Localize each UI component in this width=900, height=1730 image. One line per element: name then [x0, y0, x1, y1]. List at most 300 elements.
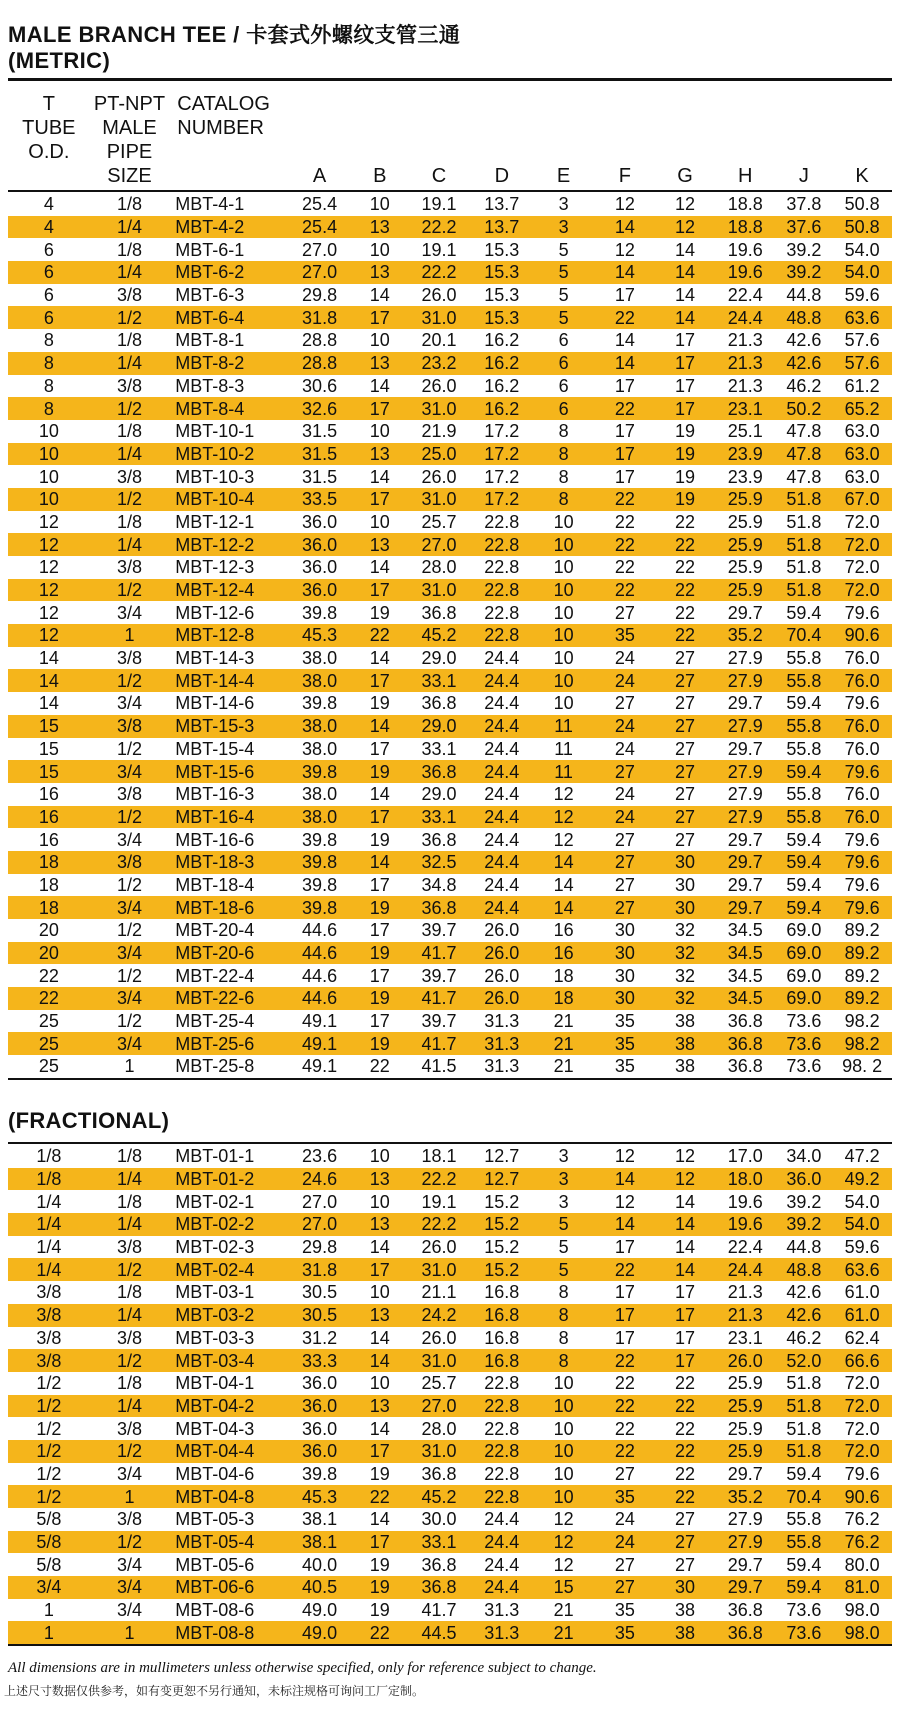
- cell-d: 24.4: [471, 896, 533, 919]
- cell-g: 14: [655, 1258, 715, 1281]
- cell-a: 49.1: [302, 1011, 338, 1032]
- cell-b: 14: [369, 1237, 390, 1258]
- cell-c: 29.0: [407, 715, 471, 738]
- cell-a: 36.0: [287, 1395, 353, 1418]
- cell-h: 22.4: [727, 1237, 763, 1258]
- table-row: [8, 216, 892, 239]
- cell-f: 17: [594, 443, 655, 466]
- cell-j: 47.8: [776, 443, 833, 466]
- cell-j: 44.8: [786, 285, 822, 306]
- footnote-en: All dimensions are in mullimeters unless otherwise specified, only for reference subject to change.: [8, 1660, 597, 1676]
- cell-e: 18: [553, 965, 574, 986]
- cell-e: 8: [533, 1349, 595, 1372]
- cell-j: 59.4: [776, 851, 833, 874]
- cell-k: 89.2: [832, 942, 892, 965]
- cell-g: 30: [655, 851, 715, 874]
- cell-a: 38.0: [302, 738, 338, 759]
- cell-d: 22.8: [484, 1418, 520, 1439]
- cell-pipe-size: 3/8: [116, 1509, 142, 1530]
- cell-g: 22: [655, 533, 715, 556]
- page-title: [8, 22, 892, 48]
- cell-b: 10: [369, 239, 390, 260]
- cell-e: 10: [553, 511, 574, 532]
- cell-tube-od: 12: [8, 533, 90, 556]
- cell-c: 19.1: [421, 239, 457, 260]
- cell-a: 49.0: [302, 1600, 338, 1621]
- cell-f: 17: [614, 1282, 635, 1303]
- cell-d: 16.8: [484, 1282, 520, 1303]
- cell-pipe-size: 1/2: [90, 306, 170, 329]
- cell-d: 24.4: [471, 715, 533, 738]
- cell-h: 24.4: [715, 306, 776, 329]
- cell-h: 29.7: [727, 874, 763, 895]
- cell-catalog-number: MBT-03-3: [175, 1327, 255, 1348]
- cell-pipe-size: 1/8: [116, 330, 142, 351]
- cell-tube-od: 8: [43, 375, 54, 396]
- cell-b: 19: [353, 942, 407, 965]
- cell-h: 18.0: [715, 1168, 776, 1191]
- cell-f: 14: [594, 352, 655, 375]
- cell-tube-od: 12: [38, 602, 59, 623]
- cell-b: 14: [369, 1327, 390, 1348]
- cell-pipe-size: 1/2: [116, 920, 142, 941]
- cell-j: 70.4: [776, 1485, 833, 1508]
- cell-k: 89.2: [844, 965, 880, 986]
- cell-c: 36.8: [421, 1554, 457, 1575]
- cell-e: 5: [558, 285, 569, 306]
- cell-a: 38.0: [287, 715, 353, 738]
- cell-c: 26.0: [421, 1237, 457, 1258]
- cell-e: 10: [533, 669, 595, 692]
- cell-h: 23.9: [727, 466, 763, 487]
- cell-e: 5: [533, 261, 595, 284]
- cell-pipe-size: 3/8: [116, 1237, 142, 1258]
- cell-h: 36.8: [715, 1032, 776, 1055]
- cell-c: 25.7: [421, 511, 457, 532]
- cell-f: 14: [594, 216, 655, 239]
- cell-catalog-number: MBT-12-8: [169, 624, 286, 647]
- cell-b: 17: [353, 669, 407, 692]
- table-row: [8, 306, 892, 329]
- cell-e: 8: [558, 1282, 569, 1303]
- cell-e: 8: [558, 421, 569, 442]
- cell-catalog-number: MBT-04-6: [175, 1463, 255, 1484]
- cell-tube-od: 8: [8, 397, 90, 420]
- cell-c: 36.8: [421, 693, 457, 714]
- cell-b: 19: [369, 1463, 390, 1484]
- cell-pipe-size: 3/4: [116, 602, 142, 623]
- cell-catalog-number: MBT-12-2: [169, 533, 286, 556]
- cell-tube-od: 6: [8, 306, 90, 329]
- cell-tube-od: 15: [8, 760, 90, 783]
- cell-f: 27: [594, 896, 655, 919]
- cell-pipe-size: 1/4: [90, 352, 170, 375]
- table-row: [8, 1463, 892, 1486]
- table-row: [8, 329, 892, 352]
- cell-f: 17: [614, 285, 635, 306]
- cell-catalog-number: MBT-03-1: [175, 1282, 255, 1303]
- cell-k: 63.6: [832, 306, 892, 329]
- cell-c: 31.0: [407, 1258, 471, 1281]
- cell-a: 36.0: [287, 579, 353, 602]
- cell-h: 23.1: [727, 1327, 763, 1348]
- cell-a: 40.0: [302, 1554, 338, 1575]
- table-row: [8, 1599, 892, 1622]
- cell-b: 10: [369, 1146, 390, 1167]
- cell-pipe-size: 1: [90, 1485, 170, 1508]
- cell-tube-od: 1/2: [36, 1463, 62, 1484]
- cell-j: 55.8: [786, 648, 822, 669]
- header-rule: [8, 190, 892, 192]
- cell-g: 14: [655, 306, 715, 329]
- cell-k: 98.2: [832, 1032, 892, 1055]
- table-row: [8, 1485, 892, 1508]
- cell-a: 39.8: [287, 851, 353, 874]
- cell-a: 27.0: [287, 1213, 353, 1236]
- cell-h: 21.3: [727, 1282, 763, 1303]
- cell-catalog-number: MBT-12-3: [175, 557, 255, 578]
- cell-b: 17: [353, 806, 407, 829]
- table-row: [8, 1010, 892, 1033]
- cell-catalog-number: MBT-6-4: [169, 306, 286, 329]
- cell-a: 25.4: [302, 194, 338, 215]
- cell-j: 69.0: [786, 965, 822, 986]
- cell-h: 19.6: [727, 239, 763, 260]
- cell-d: 26.0: [471, 942, 533, 965]
- cell-g: 14: [675, 1191, 696, 1212]
- cell-tube-od: 14: [38, 693, 59, 714]
- cell-pipe-size: 3/8: [116, 557, 142, 578]
- cell-f: 24: [614, 648, 635, 669]
- cell-j: 73.6: [776, 1055, 833, 1079]
- cell-tube-od: 20: [38, 920, 59, 941]
- cell-f: 17: [614, 421, 635, 442]
- cell-c: 41.7: [407, 1032, 471, 1055]
- cell-k: 61.2: [844, 375, 880, 396]
- cell-d: 24.4: [484, 829, 520, 850]
- table-row: [8, 1281, 892, 1304]
- cell-k: 61.0: [844, 1282, 880, 1303]
- cell-h: 25.9: [715, 533, 776, 556]
- cell-pipe-size: 1/4: [90, 261, 170, 284]
- cell-k: 63.0: [832, 443, 892, 466]
- cell-e: 21: [533, 1621, 595, 1645]
- cell-b: 14: [369, 557, 390, 578]
- cell-g: 27: [675, 738, 696, 759]
- table-row: [8, 715, 892, 738]
- cell-tube-od: 1/2: [8, 1395, 90, 1418]
- cell-h: 27.9: [727, 784, 763, 805]
- cell-j: 39.2: [786, 239, 822, 260]
- cell-e: 5: [533, 1258, 595, 1281]
- cell-e: 5: [558, 1237, 569, 1258]
- cell-pipe-size: 3/8: [90, 715, 170, 738]
- cell-b: 13: [353, 443, 407, 466]
- cell-g: 27: [655, 715, 715, 738]
- cell-j: 42.6: [776, 1304, 833, 1327]
- cell-b: 13: [353, 352, 407, 375]
- cell-k: 76.2: [832, 1531, 892, 1554]
- cell-pipe-size: 1/2: [116, 965, 142, 986]
- cell-e: 14: [533, 896, 595, 919]
- cell-f: 27: [614, 874, 635, 895]
- cell-f: 27: [614, 1463, 635, 1484]
- cell-a: 36.0: [302, 1373, 338, 1394]
- cell-b: 17: [353, 1531, 407, 1554]
- cell-g: 22: [675, 602, 696, 623]
- cell-tube-od: 1/4: [36, 1237, 62, 1258]
- cell-a: 44.6: [287, 942, 353, 965]
- cell-f: 35: [594, 624, 655, 647]
- cell-j: 55.8: [786, 1509, 822, 1530]
- cell-a: 45.3: [287, 624, 353, 647]
- cell-j: 46.2: [786, 1327, 822, 1348]
- cell-c: 19.1: [421, 194, 457, 215]
- cell-g: 27: [675, 829, 696, 850]
- cell-pipe-size: 1/4: [90, 1168, 170, 1191]
- cell-b: 14: [369, 1418, 390, 1439]
- cell-a: 29.8: [302, 1237, 338, 1258]
- cell-catalog-number: MBT-14-6: [175, 693, 255, 714]
- cell-b: 22: [353, 1485, 407, 1508]
- cell-d: 16.2: [484, 375, 520, 396]
- cell-c: 31.0: [407, 1349, 471, 1372]
- header-col-f: F: [618, 165, 631, 187]
- cell-tube-od: 1/2: [8, 1485, 90, 1508]
- cell-h: 29.7: [727, 738, 763, 759]
- table-row: [8, 556, 892, 579]
- cell-e: 3: [533, 216, 595, 239]
- cell-pipe-size: 1/2: [90, 488, 170, 511]
- cell-e: 8: [533, 443, 595, 466]
- cell-k: 72.0: [832, 579, 892, 602]
- cell-j: 37.6: [776, 216, 833, 239]
- cell-pipe-size: 1: [90, 1055, 170, 1079]
- cell-e: 5: [533, 1213, 595, 1236]
- cell-e: 8: [533, 488, 595, 511]
- cell-k: 72.0: [844, 1418, 880, 1439]
- cell-d: 16.8: [471, 1304, 533, 1327]
- cell-j: 55.8: [786, 738, 822, 759]
- cell-g: 27: [675, 693, 696, 714]
- cell-g: 32: [655, 942, 715, 965]
- cell-c: 22.2: [407, 216, 471, 239]
- cell-pipe-size: 1/4: [90, 216, 170, 239]
- cell-h: 35.2: [715, 624, 776, 647]
- table-row: [8, 964, 892, 987]
- cell-a: 25.4: [287, 216, 353, 239]
- cell-e: 8: [558, 1327, 569, 1348]
- cell-pipe-size: 1/2: [90, 1349, 170, 1372]
- cell-b: 13: [353, 533, 407, 556]
- cell-g: 38: [655, 1055, 715, 1079]
- cell-h: 23.9: [715, 443, 776, 466]
- cell-g: 22: [655, 579, 715, 602]
- cell-c: 29.0: [421, 648, 457, 669]
- cell-tube-od: 4: [43, 194, 54, 215]
- cell-d: 31.3: [471, 1621, 533, 1645]
- cell-g: 12: [675, 1146, 696, 1167]
- cell-catalog-number: MBT-05-4: [169, 1531, 286, 1554]
- cell-j: 69.0: [786, 920, 822, 941]
- cell-f: 14: [594, 261, 655, 284]
- table-row: [8, 533, 892, 556]
- cell-catalog-number: MBT-06-6: [169, 1576, 286, 1599]
- cell-pipe-size: 1/4: [90, 1395, 170, 1418]
- cell-j: 70.4: [776, 624, 833, 647]
- cell-pipe-size: 3/4: [116, 693, 142, 714]
- cell-catalog-number: MBT-8-2: [169, 352, 286, 375]
- cell-c: 36.8: [421, 602, 457, 623]
- cell-k: 59.6: [844, 285, 880, 306]
- cell-tube-od: 8: [8, 352, 90, 375]
- cell-g: 22: [675, 1463, 696, 1484]
- cell-d: 16.2: [471, 397, 533, 420]
- title-rule: [8, 78, 892, 81]
- table-row: [8, 443, 892, 466]
- cell-catalog-number: MBT-16-4: [169, 806, 286, 829]
- cell-tube-od: 14: [8, 669, 90, 692]
- cell-tube-od: 10: [38, 466, 59, 487]
- cell-k: 98.2: [844, 1011, 880, 1032]
- cell-f: 22: [594, 579, 655, 602]
- cell-pipe-size: 3/4: [90, 987, 170, 1010]
- cell-c: 28.0: [421, 557, 457, 578]
- cell-tube-od: 1/4: [36, 1191, 62, 1212]
- cell-f: 22: [614, 511, 635, 532]
- cell-tube-od: 1/4: [8, 1213, 90, 1236]
- cell-a: 49.1: [287, 1032, 353, 1055]
- cell-g: 22: [675, 557, 696, 578]
- cell-h: 17.0: [727, 1146, 763, 1167]
- cell-e: 11: [533, 715, 595, 738]
- cell-pipe-size: 1/8: [116, 421, 142, 442]
- cell-pipe-size: 1/2: [90, 669, 170, 692]
- cell-pipe-size: 1/4: [90, 443, 170, 466]
- cell-h: 25.1: [727, 421, 763, 442]
- table-row: [8, 760, 892, 783]
- cell-pipe-size: 3/8: [116, 285, 142, 306]
- cell-e: 14: [553, 874, 574, 895]
- cell-tube-od: 25: [8, 1055, 90, 1079]
- cell-a: 31.8: [287, 306, 353, 329]
- table-row: [8, 1440, 892, 1463]
- cell-d: 31.3: [471, 1055, 533, 1079]
- cell-a: 36.0: [302, 1418, 338, 1439]
- cell-e: 18: [533, 987, 595, 1010]
- table-row: [8, 488, 892, 511]
- cell-e: 12: [553, 1554, 574, 1575]
- metric-section-title: (METRIC): [8, 48, 111, 73]
- cell-j: 51.8: [776, 1440, 833, 1463]
- cell-h: 25.9: [715, 1395, 776, 1418]
- cell-h: 25.9: [715, 1440, 776, 1463]
- footnote-cn: 上述尺寸数据仅供参考，如有变更恕不另行通知，未标注规格可询问工厂定制。: [4, 1684, 425, 1698]
- cell-tube-od: 20: [8, 942, 90, 965]
- cell-pipe-size: 3/4: [116, 1463, 142, 1484]
- cell-j: 48.8: [776, 1258, 833, 1281]
- cell-c: 26.0: [421, 375, 457, 396]
- cell-a: 24.6: [287, 1168, 353, 1191]
- cell-j: 42.6: [786, 1282, 822, 1303]
- cell-f: 24: [614, 738, 635, 759]
- cell-j: 39.2: [786, 1191, 822, 1212]
- cell-pipe-size: 1/8: [116, 1282, 142, 1303]
- cell-c: 39.7: [421, 1011, 457, 1032]
- cell-pipe-size: 3/8: [116, 375, 142, 396]
- cell-h: 36.8: [727, 1011, 763, 1032]
- cell-e: 21: [533, 1055, 595, 1079]
- cell-g: 32: [675, 920, 696, 941]
- cell-pipe-size: 1/8: [116, 511, 142, 532]
- cell-tube-od: 10: [38, 421, 59, 442]
- cell-h: 19.6: [715, 1213, 776, 1236]
- cell-catalog-number: MBT-4-1: [175, 194, 245, 215]
- cell-d: 24.4: [471, 851, 533, 874]
- cell-g: 22: [675, 1373, 696, 1394]
- cell-e: 10: [533, 579, 595, 602]
- cell-tube-od: 25: [8, 1032, 90, 1055]
- cell-f: 12: [614, 1146, 635, 1167]
- table-row: [8, 783, 892, 806]
- cell-tube-od: 16: [38, 829, 59, 850]
- cell-b: 17: [353, 1258, 407, 1281]
- cell-c: 33.1: [407, 669, 471, 692]
- cell-d: 26.0: [484, 965, 520, 986]
- cell-g: 38: [675, 1600, 696, 1621]
- table-row: [8, 1553, 892, 1576]
- cell-catalog-number: MBT-25-8: [169, 1055, 286, 1079]
- table-row: [8, 669, 892, 692]
- cell-a: 30.6: [302, 375, 338, 396]
- cell-j: 42.6: [776, 352, 833, 375]
- cell-b: 17: [369, 874, 390, 895]
- cell-b: 10: [369, 1282, 390, 1303]
- cell-b: 13: [353, 261, 407, 284]
- cell-tube-od: 18: [38, 874, 59, 895]
- table-row: [8, 738, 892, 761]
- cell-f: 22: [594, 533, 655, 556]
- cell-catalog-number: MBT-6-1: [175, 239, 245, 260]
- cell-e: 12: [553, 829, 574, 850]
- cell-d: 22.8: [471, 624, 533, 647]
- cell-tube-od: 15: [8, 715, 90, 738]
- table-row: [8, 1258, 892, 1281]
- cell-e: 10: [553, 1463, 574, 1484]
- cell-j: 51.8: [776, 1395, 833, 1418]
- cell-a: 44.6: [302, 920, 338, 941]
- cell-c: 31.0: [407, 306, 471, 329]
- cell-f: 27: [614, 829, 635, 850]
- cell-j: 48.8: [776, 306, 833, 329]
- cell-e: 8: [558, 466, 569, 487]
- cell-h: 29.7: [715, 1576, 776, 1599]
- cell-d: 16.8: [484, 1327, 520, 1348]
- cell-h: 27.9: [715, 760, 776, 783]
- cell-h: 21.3: [727, 375, 763, 396]
- cell-k: 54.0: [844, 1191, 880, 1212]
- cell-pipe-size: 1: [90, 624, 170, 647]
- cell-f: 27: [614, 1554, 635, 1575]
- cell-j: 59.4: [786, 874, 822, 895]
- cell-h: 25.9: [715, 579, 776, 602]
- cell-catalog-number: MBT-02-4: [169, 1258, 286, 1281]
- cell-f: 30: [594, 987, 655, 1010]
- cell-e: 16: [533, 942, 595, 965]
- table-row: [8, 1508, 892, 1531]
- cell-k: 79.6: [832, 760, 892, 783]
- cell-b: 17: [369, 920, 390, 941]
